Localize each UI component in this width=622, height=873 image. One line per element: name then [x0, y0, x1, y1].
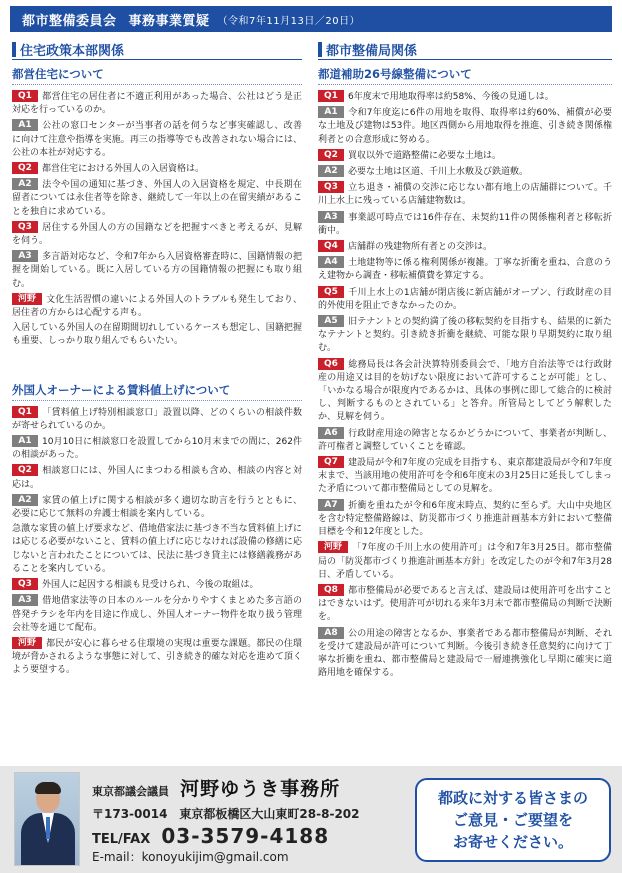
qa-text: 10月10日に相談窓口を設置してから10月末までの間に、262件の相談があった。	[12, 437, 302, 461]
qa-list-road-26	[318, 90, 612, 680]
qa-text: 都市整備局が必要であると言えば、建設局は使用許可を出すことはできないはず。使用許可が切れる来年3月末で都市整備局の判断で決断を。	[318, 585, 612, 623]
qa-text: 都民が安心に暮らせる住環境の実現は重要な課題。都民の住環境が脅かされるような事態に対して、引き続き的確な対応を進めて頂くよう要望する。	[12, 638, 302, 676]
qa-text: 総務局長は各会計決算特別委員会で、「地方自治法等では行政財産の用途又は目的を妨げない限度において許可することが可能」とし、「いかなる場合が限度内であるかは、具体の事例に即して総合的に検討し、判断するものとされている」と答弁。所管局としてどう解釈したか、見解を伺う。	[318, 359, 612, 423]
qa-text: 家賃の値上げに関する相談が多く適切な助言を行うとともに、必要に応じて無料の弁護士相談を案内している。	[12, 495, 302, 520]
qa-item	[318, 211, 612, 238]
member-role: 東京都議会議員	[92, 785, 169, 798]
answer-tag: A1	[12, 435, 38, 447]
qa-item	[318, 106, 612, 147]
topic-title: 事務事業質疑	[128, 13, 210, 29]
right-column	[318, 40, 612, 760]
qa-item	[318, 358, 612, 425]
qa-item	[318, 499, 612, 540]
qa-item	[318, 240, 612, 254]
qa-text: 多言語対応など、令和7年から入居資格審査時に、国籍情報の把握を開始している。既に入居している方の国籍情報の把握にも取り組む。	[12, 252, 302, 289]
question-tag: Q3	[12, 221, 38, 233]
qa-item	[318, 627, 612, 681]
feedback-callout	[415, 778, 611, 862]
qa-text: 公社の窓口センターが当事者の話を伺うなど事実確認し、改善に向けて注意や指導を実施。再三の指導等でも改善されない場合には、公社の本社が対応する。	[12, 121, 302, 158]
qa-text: 折衝を重ねたが令和6年度末時点、契約に至らず。大山中央地区を含む特定整備路線は、防災都市づくり推進計画基本方針において整備目標を令和12年度とした。	[318, 500, 612, 538]
qa-item	[12, 578, 302, 592]
qa-item	[12, 178, 302, 219]
qa-item	[318, 165, 612, 179]
qa-text: 令和7年度迄に6件の用地を取得、取得率は約60%、補償が必要な土地及び建物は53件。地区西側から用地取得を推進、引き続き関係権利者との合意形成に努める。	[318, 108, 612, 145]
callout-line: 都政に対する皆さまの	[437, 789, 588, 807]
office-address: 〒173-0014 東京都板橋区大山東町28-8-202	[92, 807, 360, 821]
answer-tag: A6	[318, 427, 344, 439]
qa-item	[12, 119, 302, 160]
qa-text: 居住する外国人の方の国籍などを把握すべきと考えるが、見解を伺う。	[12, 222, 302, 247]
footer-contact	[0, 766, 622, 873]
qa-text: 文化生活習慣の違いによる外国人のトラブルも発生しており、居住者の方からは心配する声も。	[12, 294, 302, 319]
question-tag: Q2	[12, 464, 38, 476]
qa-item	[12, 162, 302, 176]
section-title-text: 都市整備局関係	[326, 44, 418, 59]
question-tag: Q1	[12, 406, 38, 418]
qa-item	[318, 286, 612, 313]
qa-item	[318, 149, 612, 163]
subheading-public-housing: 都営住宅について	[12, 66, 302, 85]
qa-item	[12, 221, 302, 248]
tel-number: 03-3579-4188	[161, 824, 330, 848]
answer-tag: A1	[318, 106, 344, 118]
question-tag: Q2	[318, 149, 344, 161]
qa-list-rent-increase-continued	[12, 578, 302, 677]
answer-tag: A3	[12, 594, 38, 606]
portrait-photo	[14, 772, 80, 866]
qa-item	[12, 90, 302, 117]
qa-list-public-housing	[12, 90, 302, 320]
answer-tag: A3	[12, 250, 38, 262]
qa-item	[12, 293, 302, 320]
qa-text: 建設局が令和7年度の完成を目指すも、東京都建設局が令和7年度末まで、当該用地の使用許可を令和6年度末の3月25日に延長してしまった矛盾について都市整備局としての見解を。	[318, 458, 612, 495]
qa-item	[318, 427, 612, 454]
answer-tag: A8	[318, 627, 344, 639]
answer-tag: A2	[12, 494, 38, 506]
spacer	[12, 351, 302, 365]
question-tag: Q7	[318, 456, 344, 468]
qa-text: 公の用途の障害となるか、事業者である都市整備局が判断、それを受けて建設局が許可について判断。今後引き続き任意契約に向けて丁寧な折衝を重ね、都市整備局と建設局で一層連携強化し早期に確実に道路用地を確保する。	[318, 628, 612, 679]
heading-bar	[12, 42, 16, 57]
portrait-tie	[46, 817, 50, 839]
closing-note: 入居している外国人の在留期間切れしているケースも想定し、国籍把握も重要、しっかり取り組んでもらいたい。	[12, 323, 302, 347]
contact-info	[92, 774, 402, 865]
portrait-hair	[35, 782, 61, 794]
committee-name: 都市整備委員会	[22, 13, 117, 29]
qa-item	[12, 494, 302, 521]
subheading-road-26: 都道補助26号線整備について	[318, 66, 612, 85]
qa-text: 立ち退き・補償の交渉に応じない都有地上の店舗群について。千川上水上に残っている店舗建物数は。	[318, 183, 612, 207]
left-column	[12, 40, 302, 760]
question-tag: Q4	[318, 240, 344, 252]
qa-text: 6年度末で用地取得率は約58%、今後の見通しは。	[348, 92, 554, 102]
question-tag: Q6	[318, 358, 344, 370]
speaker-tag: 河野	[12, 637, 42, 649]
answer-tag: A2	[12, 178, 38, 190]
qa-text: 相談窓口には、外国人にまつわる相談も含め、相談の内容と対応は。	[12, 466, 302, 490]
qa-text: 借地借家法等の日本のルールを分かりやすくまとめた多言語の啓発チラシを年内を目途に作成し、外国人オーナー物件を取り扱う管理会社等を通じて配布。	[12, 596, 302, 633]
qa-item	[318, 584, 612, 625]
qa-text: 土地建物等に係る権利関係が複雑。丁寧な折衝を重ね、合意のうえ建物から調査・移転補償費を算定する。	[318, 258, 612, 282]
qa-text: 店舗群の残建物所有者との交渉は。	[348, 242, 493, 253]
speaker-tag: 河野	[318, 541, 348, 553]
office-name: 河野ゆうき事務所	[180, 778, 341, 800]
question-tag: Q1	[12, 90, 38, 102]
question-tag: Q3	[318, 181, 344, 193]
qa-text: 行政財産用途の障害となるかどうかについて、事業者が判断し、許可権者と調整していくことを確認。	[318, 428, 612, 452]
answer-tag: A7	[318, 499, 344, 511]
qa-item	[318, 181, 612, 208]
qa-text: 買収以外で道路整備に必要な土地は。	[348, 150, 502, 161]
answer-tag: A3	[318, 211, 344, 223]
qa-item	[318, 256, 612, 283]
email-address: E-mail：konoyukijim@gmail.com	[92, 850, 289, 864]
qa-text: 事業認可時点では16件存在、未契約11件の関係権利者と移転折衝中。	[318, 212, 612, 236]
question-tag: Q1	[318, 90, 344, 102]
callout-line: お寄せください。	[452, 833, 573, 851]
answer-tag: A2	[318, 165, 344, 177]
question-tag: Q8	[318, 584, 344, 596]
spacer	[12, 365, 302, 379]
qa-text: 旧テナントとの契約満了後の移転契約を目指すも、結果的に新たなテナントと契約。引き続き折衝を継続、可能な限り早期契約に取り組む。	[318, 317, 612, 354]
page-header	[10, 6, 612, 32]
qa-text: 「賃料値上げ特別相談窓口」設置以降、どのくらいの相談件数が寄せられているのか。	[12, 407, 302, 431]
question-tag: Q5	[318, 286, 344, 298]
qa-text: 都営住宅の居住者に不適正利用があった場合、公社はどう是正対応を行っているのか。	[12, 92, 302, 116]
qa-item	[12, 435, 302, 462]
subheading-rent-increase: 外国人オーナーによる賃料値上げについて	[12, 382, 302, 401]
answer-tag: A5	[318, 315, 344, 327]
qa-text: 千川上水上の1店舗が閉店後に新店舗がオープン、行政財産の目的外使用を阻止できなかったのか。	[318, 287, 612, 311]
session-dates: （令和7年11月13日／20日）	[217, 15, 361, 27]
question-tag: Q2	[12, 162, 38, 174]
qa-item	[12, 594, 302, 635]
qa-item	[12, 637, 302, 678]
qa-item	[12, 250, 302, 291]
answer-tag: A1	[12, 119, 38, 131]
qa-text: 必要な土地は区道、千川上水敷及び鉄道敷。	[348, 167, 529, 178]
callout-line: ご意見・ご要望を	[452, 811, 573, 829]
question-tag: Q3	[12, 578, 38, 590]
qa-text: 都営住宅における外国人の入居資格は。	[42, 164, 205, 175]
qa-item	[12, 406, 302, 433]
qa-text: 法令や国の通知に基づき、外国人の入居資格を規定、中長期在留者については永住者等を除き、継続して一年以上の在留実績があることを独自に求めている。	[12, 180, 302, 217]
qa-item	[318, 456, 612, 497]
qa-item	[318, 90, 612, 104]
tel-label: TEL/FAX	[92, 832, 151, 847]
qa-item	[318, 315, 612, 356]
section-heading-housing	[12, 40, 302, 60]
qa-item	[12, 464, 302, 491]
qa-list-rent-increase	[12, 406, 302, 522]
section-heading-urban	[318, 40, 612, 60]
section-title-text: 住宅政策本部関係	[20, 44, 125, 59]
speaker-tag: 河野	[12, 293, 42, 305]
qa-item	[318, 541, 612, 582]
heading-bar	[318, 42, 322, 57]
qa-text: 外国人に起因する相談も見受けられ、今後の取組は。	[42, 580, 259, 591]
answer-tag: A4	[318, 256, 344, 268]
closing-note: 急激な家賃の値上げ要求など、借地借家法に基づき不当な賃料値上げには応じる必要がないこと、賃料の値上げに応じなければ設備の修繕に応じないと言われたことについては、民法に基づき貸主には修繕義務があることを案内している。	[12, 524, 302, 574]
qa-text: 「7年度の千川上水の使用許可」は令和7年3月25日。都市整備局の「防災都市づくり推進計画基本方針」を改定したのが令和7年3月28日、矛盾している。	[318, 543, 612, 580]
